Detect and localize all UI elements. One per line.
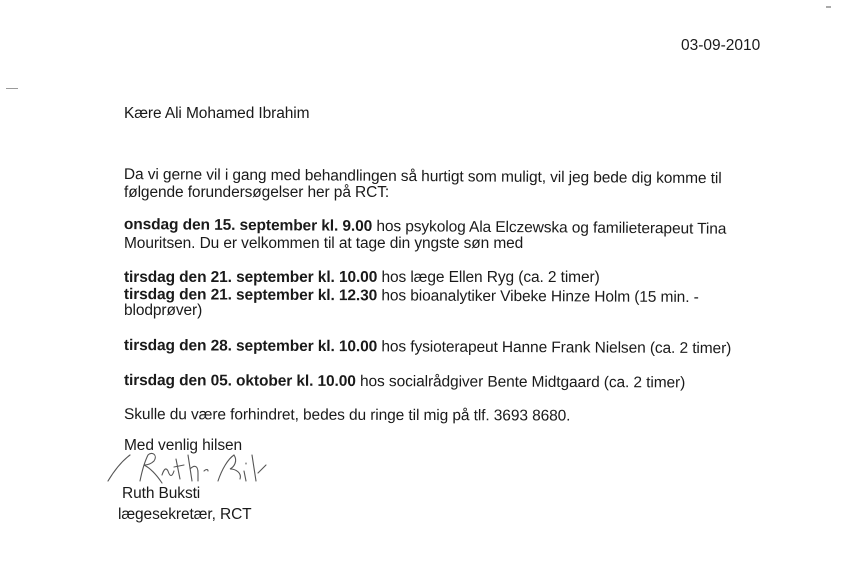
appointment-1-time: onsdag den 15. september kl. 9.00 bbox=[123, 215, 373, 235]
intro-line-1: Da vi gerne vil i gang med behandlingen så hurtigt som muligt, vil jeg bede dig komme til bbox=[123, 165, 722, 188]
letter-date: 03-09-2010 bbox=[681, 37, 761, 54]
appointment-2-details: hos læge Ellen Ryg (ca. 2 timer) bbox=[377, 269, 600, 286]
appointment-2 bbox=[124, 268, 600, 287]
appointment-2-time: tirsdag den 21. september kl. 10.00 bbox=[124, 269, 378, 286]
appointment-3-details-cont: blodprøver) bbox=[124, 302, 203, 319]
fold-mark bbox=[6, 88, 18, 89]
greeting: Kære Ali Mohamed Ibrahim bbox=[124, 105, 310, 122]
appointment-4 bbox=[124, 336, 731, 358]
appointment-4-details: hos fysioterapeut Hanne Frank Nielsen (ca. 2 timer) bbox=[377, 338, 732, 358]
intro-line-2: følgende forundersøgelser her på RCT: bbox=[124, 184, 390, 201]
appointment-5-time: tirsdag den 05. oktober kl. 10.00 bbox=[123, 372, 356, 391]
scan-artifact bbox=[826, 6, 831, 8]
appointment-5 bbox=[124, 371, 685, 392]
appointment-1-details: hos psykolog Ala Elczewska og familieterapeut Tina bbox=[372, 217, 727, 238]
appointment-3 bbox=[124, 285, 699, 307]
contact-notice: Skulle du være forhindret, bedes du ringe til mig på tlf. 3693 8680. bbox=[123, 406, 571, 425]
sender-title: lægesekretær, RCT bbox=[118, 506, 252, 523]
appointment-1-details-cont: Mouritsen. Du er velkommen til at tage din yngste søn med bbox=[124, 235, 524, 252]
appointment-5-details: hos socialrådgiver Bente Midtgaard (ca. 2 timer) bbox=[355, 373, 686, 392]
closing: Med venlig hilsen bbox=[124, 437, 243, 454]
handwritten-signature bbox=[100, 447, 270, 489]
appointment-4-time: tirsdag den 28. september kl. 10.00 bbox=[123, 337, 378, 356]
appointment-3-details: hos bioanalytiker Vibeke Hinze Holm (15 min. - bbox=[377, 287, 699, 307]
sender-name: Ruth Buksti bbox=[122, 485, 201, 502]
appointment-3-time: tirsdag den 21. september kl. 12.30 bbox=[123, 286, 378, 305]
